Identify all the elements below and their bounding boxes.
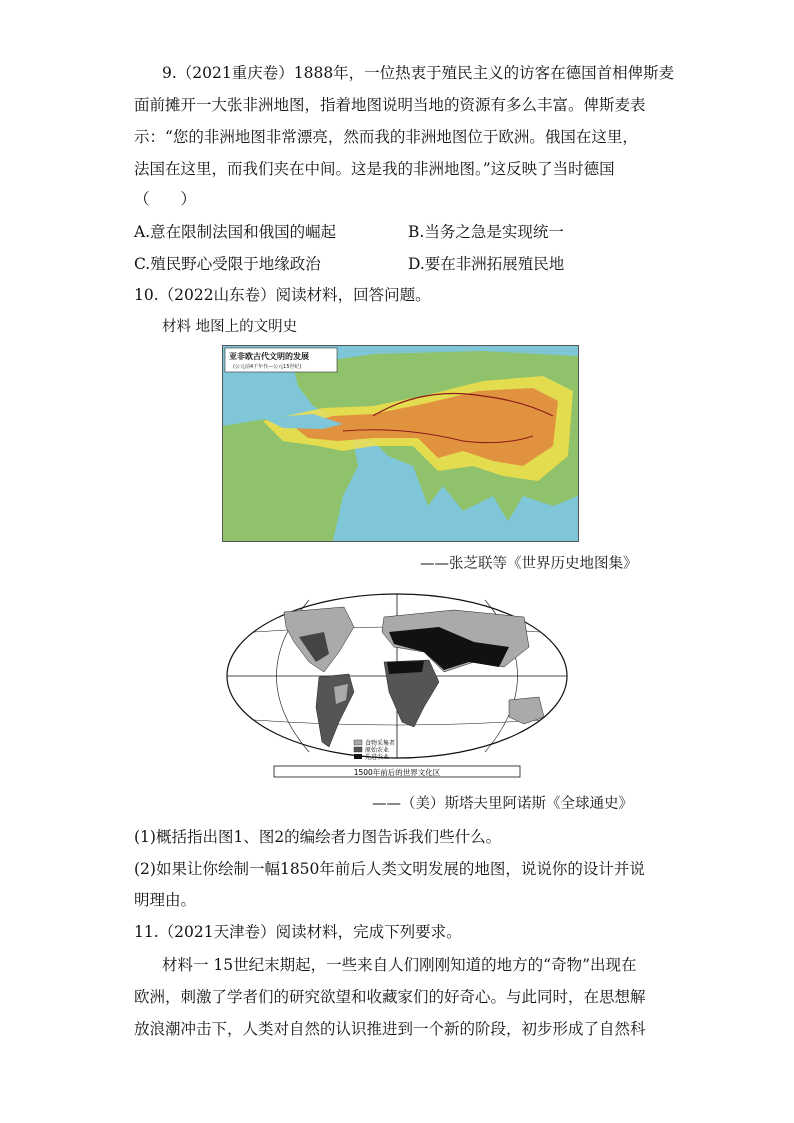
q10-sub2-line2: 明理由。 [134,891,197,909]
q11-material1-line2: 欧洲，刺激了学者们的研究欲望和收藏家们的好奇心。与此同时，在思想解 [134,988,646,1006]
q11-material1-line3: 放浪潮冲击下，人类对自然的认识推进到一个新的阶段，初步形成了自然科 [134,1020,646,1038]
q9-stem-line2: 面前摊开一大张非洲地图，指着地图说明当地的资源有多么丰富。俾斯麦表 [134,96,646,114]
legend-primitive: 原始农业 [365,747,390,754]
world-cultural-regions-map-graphic [224,592,570,780]
ancient-civilization-map [222,345,579,542]
legend-foragers: 食物采集者 [365,740,396,747]
map2-caption: 1500年前后的世界文化区 [353,768,441,777]
q9-option-d: D.要在非洲拓展殖民地 [408,255,565,273]
legend-advanced: 先进农业 [365,754,390,761]
q10-sub1: (1)概括指出图1、图2的编绘者力图告诉我们些什么。 [134,828,502,846]
map2-africa-advanced [387,661,424,674]
q9-stem-line1: 9.（2021重庆卷）1888年，一位热衷于殖民主义的访客在德国首相俾斯麦 [162,64,675,82]
map1-title: 亚非欧古代文明的发展 [229,352,309,361]
map1-subtitle: (公元前4千年代—公元15世纪) [233,364,302,370]
q11-material1-line1: 材料一 15世纪末期起，一些来自人们刚刚知道的地方的“奇物”出现在 [162,956,637,974]
q10-stem: 10.（2022山东卷）阅读材料，回答问题。 [134,286,431,304]
world-cultural-regions-map [224,592,570,780]
legend-swatch-foragers [354,740,362,745]
legend-swatch-advanced [354,754,362,759]
legend-swatch-primitive [354,747,362,752]
q9-option-b: B.当务之急是实现统一 [408,223,564,241]
q10-sub2-line1: (2)如果让你绘制一幅1850年前后人类文明发展的地图，说说你的设计并说 [134,860,645,878]
q10-material-label: 材料 地图上的文明史 [162,319,298,335]
map1-source: ——张芝联等《世界历史地图集》 [420,556,638,572]
q9-answer-bracket: （ ） [134,190,197,208]
q9-stem-line4: 法国在这里，而我们夹在中间。这是我的非洲地图。”这反映了当时德国 [134,160,615,178]
q9-option-c: C.殖民野心受限于地缘政治 [134,255,321,273]
map2-source: ——（美）斯塔夫里阿诺斯《全球通史》 [372,796,633,812]
ancient-civilization-map-graphic [223,346,578,541]
q11-stem: 11.（2021天津卷）阅读材料，完成下列要求。 [134,923,462,941]
q9-stem-line3: 示：“您的非洲地图非常漂亮，然而我的非洲地图位于欧洲。俄国在这里， [134,128,638,146]
q9-option-a: A.意在限制法国和俄国的崛起 [134,223,337,241]
